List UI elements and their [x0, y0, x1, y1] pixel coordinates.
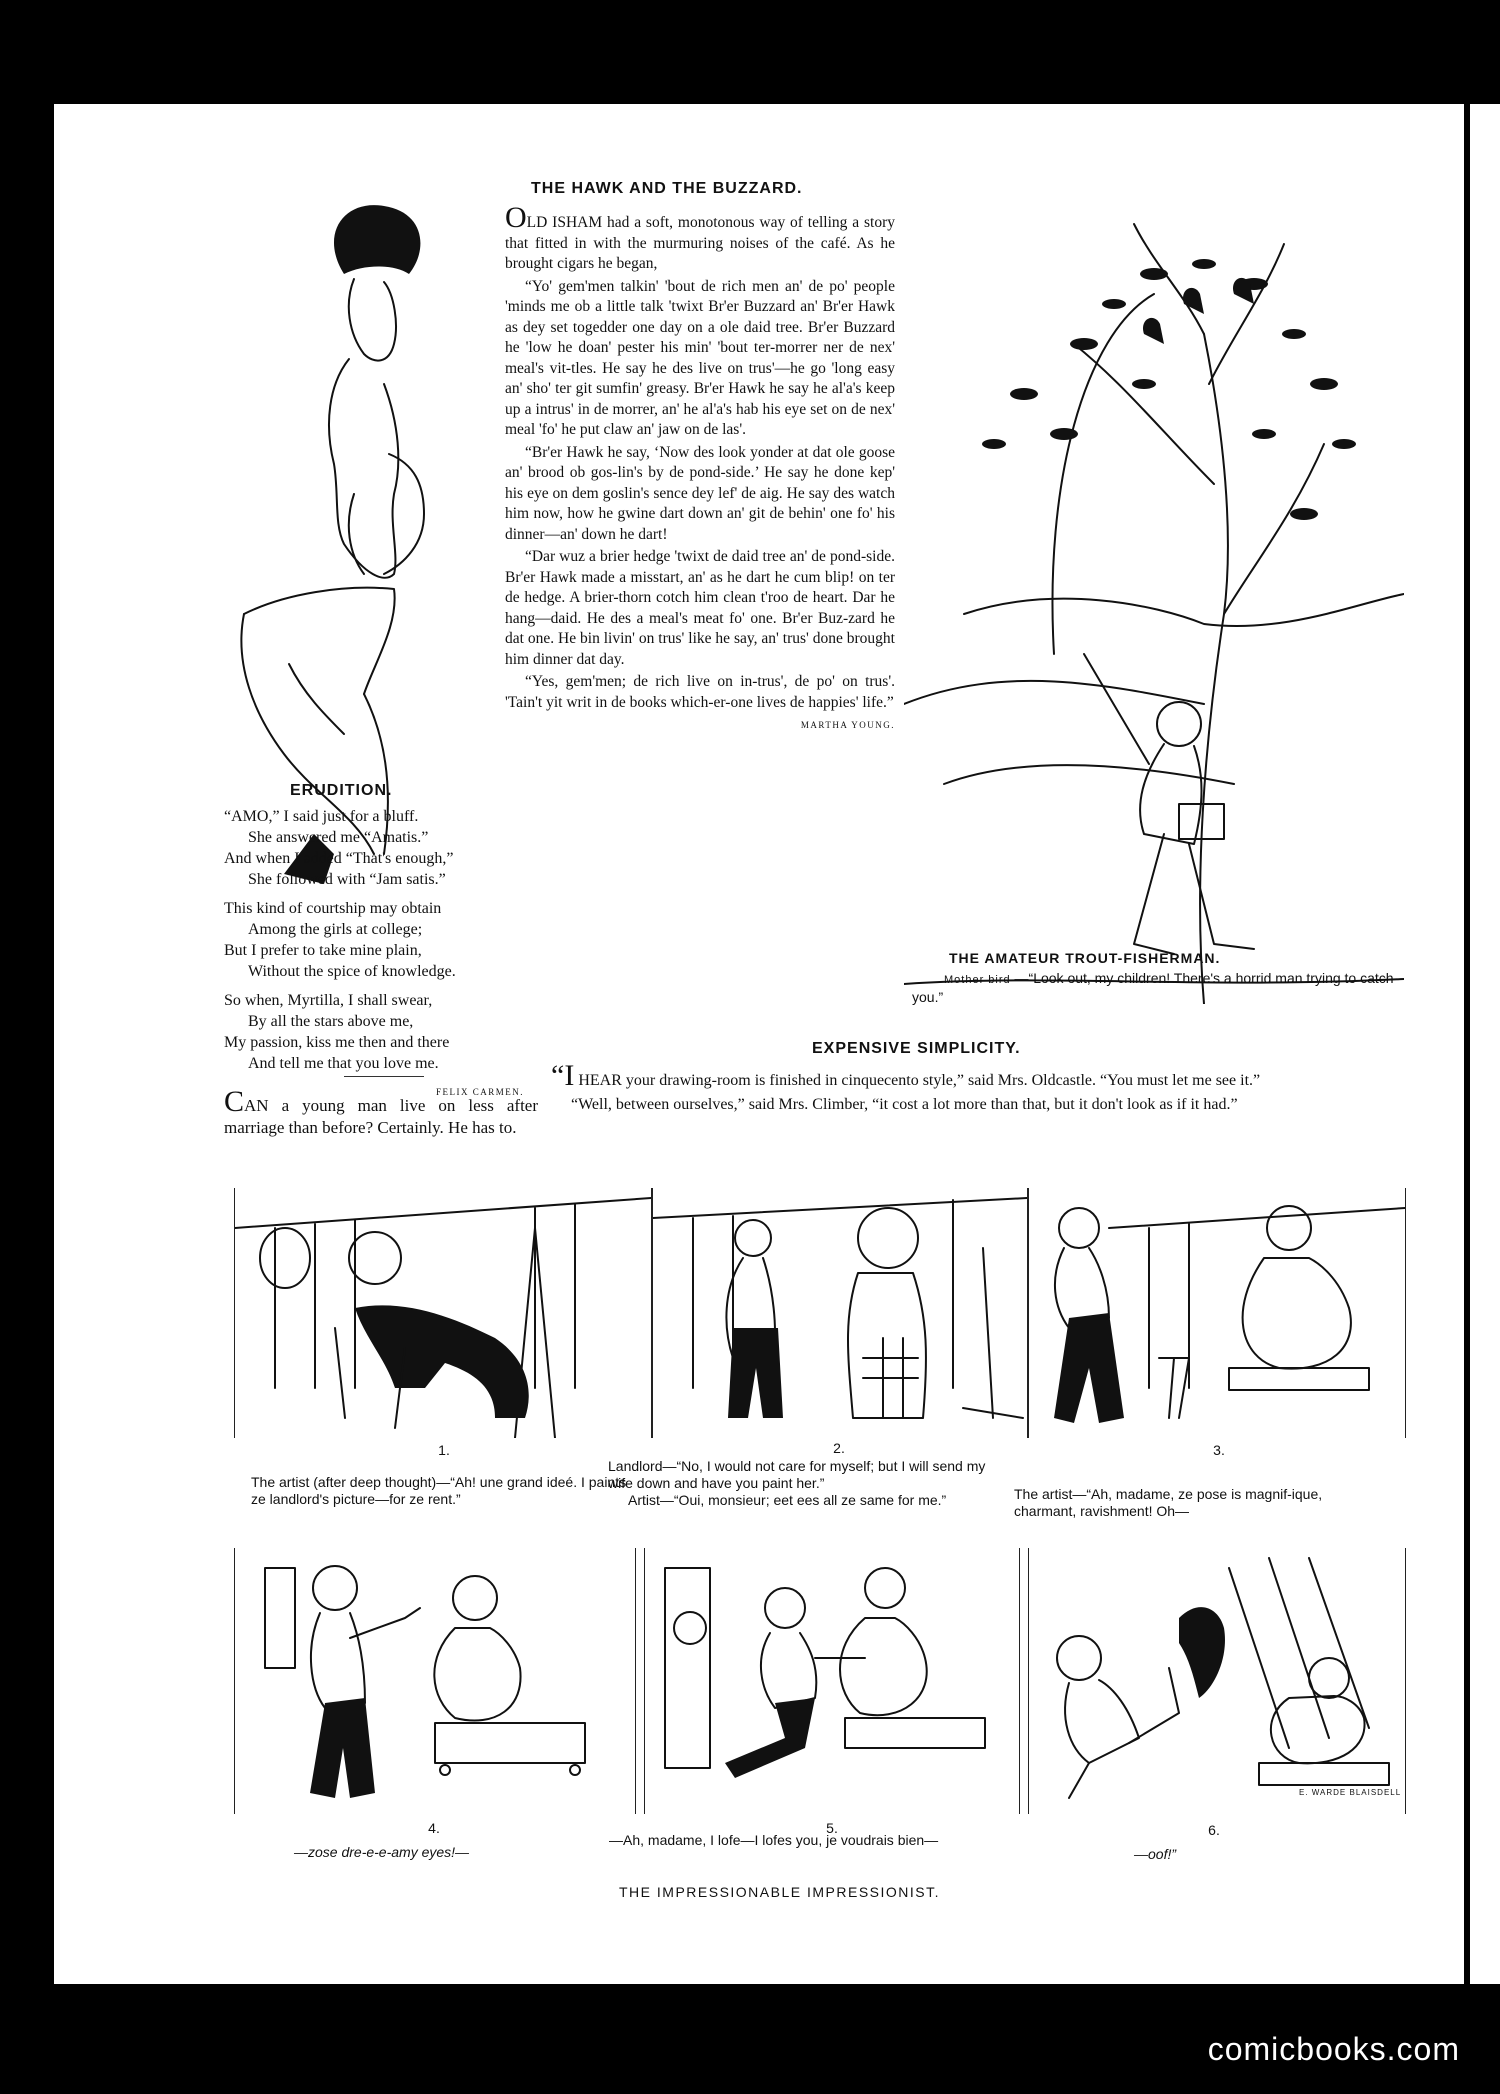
- hawk-story-body: [505, 201, 895, 736]
- story-paragraph: “Br'er Hawk he say, ‘Now des look yonder at dat ole goose an' brood ob gos-lin's by de pond-side.’ He say he done kep' his eye on dem goslin's sence dey lef' de aig. He say des watch him now, how he gwine dart down an' git de behin' one fo' his dinner—an' down he dart!: [505, 443, 895, 543]
- panel-5-drawing: [645, 1548, 1019, 1814]
- panel-5-caption: —Ah, madame, I lofe—I lofes you, je voudrais bien—: [609, 1832, 939, 1848]
- poem-line: “AMO,” I said just for a bluff.: [224, 808, 419, 825]
- trout-speaker: Mother bird: [944, 974, 1011, 986]
- hawk-story-title: THE HAWK AND THE BUZZARD.: [531, 180, 803, 197]
- simplicity-paragraph: “I HEAR your drawing-room is finished in cinquecento style,” said Mrs. Oldcastle. “You must let me see it.”: [551, 1059, 1261, 1092]
- panel-1-drawing: [235, 1188, 651, 1438]
- poem-line: But I prefer to take mine plain,: [224, 942, 422, 959]
- panel-4-caption: —zose dre-e-e-amy eyes!—: [294, 1844, 470, 1860]
- story-paragraph: “Dar wuz a brier hedge 'twixt de daid tree an' de pond-side. Br'er Hawk made a misstart, an' as he dart he cum blip! on ter de hedge. A brier-thorn cotch him clean t'roo de heart. Dar he hang—daid. He des a meal's meat fo' one. Br'er Buz-zard he dat one. He bin livin' on trus' like he say, an' trus' done brought him dinner dat day.: [505, 548, 895, 668]
- erudition-poem: [224, 806, 554, 1103]
- comic-panel-2: [652, 1188, 1028, 1438]
- trout-caption: [912, 970, 1402, 1006]
- poem-line: Without the spice of knowledge.: [248, 963, 456, 980]
- poem-line: She followed with “Jam satis.”: [248, 871, 446, 888]
- comic-panel-4: [234, 1548, 636, 1814]
- trout-speech: —“Look out, my children! There's a horrid man trying to catch you.”: [912, 970, 1394, 1005]
- watermark: comicbooks.com: [1207, 2031, 1460, 2067]
- story-paragraph: “Yes, gem'men; de rich live on in-trus', de po' on trus'. 'Tain't yit writ in de books which-er-one lives de happies' life.”: [505, 673, 895, 711]
- panel-2-number: 2.: [833, 1440, 845, 1456]
- panel-1-caption: The artist (after deep thought)—“Ah! une grand ideé. I paints ze landlord's picture—for ze rent.”: [251, 1474, 627, 1507]
- erudition-title: ERUDITION.: [290, 782, 393, 799]
- poem-line: Among the girls at college;: [248, 921, 423, 938]
- erudition-author: FELIX CARMEN.: [435, 1087, 524, 1097]
- magazine-page: [54, 104, 1464, 1984]
- panel-3-drawing: [1029, 1188, 1405, 1438]
- comic-panel-6: [1028, 1548, 1406, 1814]
- next-page-edge: [1470, 104, 1500, 1984]
- poem-line: This kind of courtship may obtain: [224, 900, 442, 917]
- panel-6-drawing: [1029, 1548, 1405, 1814]
- panel-2-caption: [608, 1458, 1008, 1509]
- trout-fisherman-illustration: [904, 184, 1404, 1004]
- caption-line: Artist—“Oui, monsieur; eet ees all ze same for me.”: [628, 1492, 947, 1508]
- story-paragraph: OLD ISHAM had a soft, monotonous way of telling a story that fitted in with the murmuring noises of the café. As he brought cigars he began,: [505, 201, 895, 272]
- simplicity-body: [551, 1059, 1393, 1118]
- panel-6-caption: —oof!”: [1134, 1846, 1177, 1862]
- poem-line: And when I added “That's enough,”: [224, 850, 454, 867]
- panel-1-number: 1.: [438, 1442, 450, 1458]
- trout-title: THE AMATEUR TROUT-FISHERMAN.: [949, 950, 1221, 966]
- poem-line: My passion, kiss me then and there: [224, 1034, 450, 1051]
- poem-line: By all the stars above me,: [248, 1013, 414, 1030]
- divider: [344, 1076, 424, 1077]
- simplicity-paragraph: “Well, between ourselves,” said Mrs. Climber, “it cost a lot more than that, but it don't look as if it had.”: [571, 1096, 1238, 1113]
- panel-2-drawing: [653, 1188, 1027, 1438]
- comic-panel-5: [644, 1548, 1020, 1814]
- poem-line: And tell me that you love me.: [248, 1055, 439, 1072]
- poem-line: So when, Myrtilla, I shall swear,: [224, 992, 433, 1009]
- comic-panel-1: [234, 1188, 652, 1438]
- panel-4-number: 4.: [428, 1820, 440, 1836]
- artist-signature: E. WARDE BLAISDELL: [1299, 1788, 1402, 1797]
- caption-line: Landlord—“No, I would not care for myself; but I will send my wife down and have you paint her.”: [608, 1458, 986, 1491]
- poem-line: She answered me “Amatis.”: [248, 829, 429, 846]
- story-paragraph: “Yo' gem'men talkin' 'bout de rich men an' de po' people 'minds me ob a little talk 'twixt Br'er Buzzard an' Br'er Hawk as dey set togedder one day on a ole daid tree. Br'er Buzzard he 'low he doan' pester his min' 'bout ter-morrer ner de nex' meal's vit-tles. He say he des live on trus'—he go 'long easy an' sho' ter git sumfin' greasy. Br'er Hawk he say he al'a's keep up a intrus' in de morrer, an' he al'a's hab his eye set on de nex' meal 'fo' he put claw an' jaw on de las'.: [505, 277, 895, 438]
- quip-text: CAN a young man live on less after marriage than before? Certainly. He has to.: [224, 1085, 538, 1137]
- simplicity-title: EXPENSIVE SIMPLICITY.: [812, 1040, 1021, 1057]
- panel-5-number: 5.: [826, 1820, 838, 1836]
- comic-panel-3: [1028, 1188, 1406, 1438]
- panel-3-number: 3.: [1213, 1442, 1225, 1458]
- hawk-story-author: MARTHA YOUNG.: [800, 720, 895, 730]
- panel-3-caption: The artist—“Ah, madame, ze pose is magnif-ique, charmant, ravishment! Oh—: [1014, 1486, 1323, 1519]
- panel-6-number: 6.: [1208, 1822, 1220, 1838]
- panel-4-drawing: [235, 1548, 635, 1814]
- comic-title: THE IMPRESSIONABLE IMPRESSIONIST.: [619, 1884, 941, 1900]
